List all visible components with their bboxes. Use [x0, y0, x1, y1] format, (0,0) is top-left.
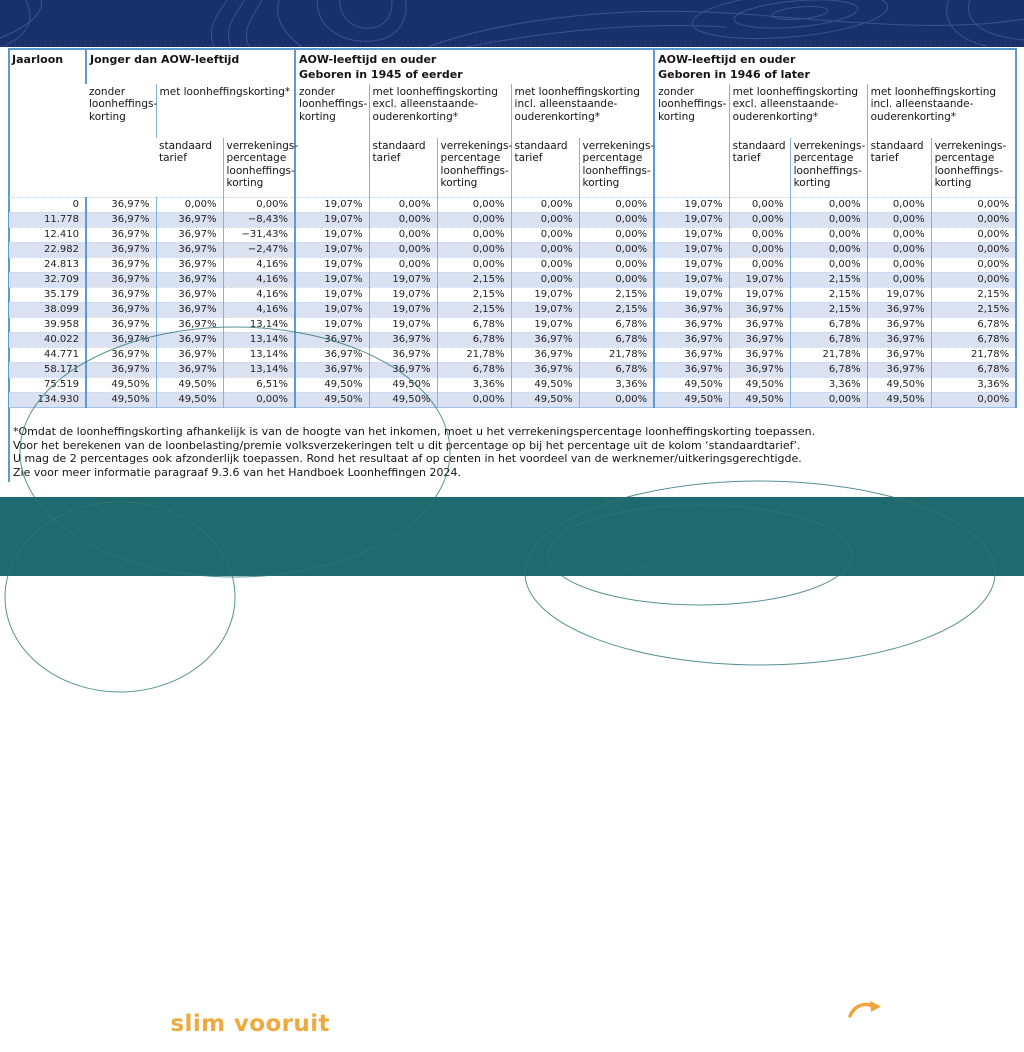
salure-logo [845, 1002, 965, 1052]
footnote-line: Zie voor meer informatie paragraaf 9.3.6 van het Handboek Loonheffingen 2024. [13, 465, 461, 479]
percentage-cell: 19,07% [295, 227, 369, 242]
jaarloon-cell: 58.171 [9, 362, 86, 377]
percentage-cell: 0,00% [729, 212, 790, 227]
percentage-cell: 6,78% [437, 362, 511, 377]
percentage-cell: 19,07% [295, 287, 369, 302]
jaarloon-cell: 24.813 [9, 257, 86, 272]
percentage-cell: 36,97% [86, 257, 156, 272]
percentage-cell: 2,15% [931, 302, 1016, 317]
percentage-cell: 0,00% [579, 227, 654, 242]
percentage-cell: 36,97% [654, 317, 729, 332]
percentage-cell: 49,50% [729, 377, 790, 392]
jaarloon-cell: 39.958 [9, 317, 86, 332]
percentage-cell: 0,00% [437, 392, 511, 407]
table-row [9, 227, 1016, 242]
percentage-cell: 36,97% [654, 347, 729, 362]
percentage-cell: 21,78% [437, 347, 511, 362]
percentage-cell: 49,50% [867, 392, 931, 407]
percentage-cell: 0,00% [437, 212, 511, 227]
percentage-cell: 49,50% [295, 392, 369, 407]
percentage-cell: 0,00% [579, 392, 654, 407]
footer-banner [0, 497, 1024, 1048]
percentage-cell: −31,43% [223, 227, 295, 242]
table-row [9, 242, 1016, 257]
percentage-cell: 0,00% [437, 242, 511, 257]
percentage-cell: 2,15% [931, 287, 1016, 302]
jaarloon-cell: 40.022 [9, 332, 86, 347]
percentage-cell: 13,14% [223, 347, 295, 362]
percentage-cell: 19,07% [654, 272, 729, 287]
percentage-cell: 0,00% [931, 242, 1016, 257]
percentage-cell: 49,50% [654, 392, 729, 407]
loonheffing-table [9, 48, 1017, 408]
percentage-cell: 6,78% [579, 362, 654, 377]
percentage-cell: 4,16% [223, 272, 295, 287]
header-standaard-tarief: standaard tarief [867, 138, 931, 197]
percentage-cell: 36,97% [729, 362, 790, 377]
percentage-cell: 6,51% [223, 377, 295, 392]
percentage-cell: 49,50% [369, 377, 437, 392]
jaarloon-cell: 32.709 [9, 272, 86, 287]
percentage-cell: 36,97% [295, 347, 369, 362]
header-verrekeningspercentage: verrekenings-percentage loonheffings-korting [437, 138, 511, 197]
header-met-korting: met loonheffingskorting* [156, 84, 295, 138]
percentage-cell: 0,00% [931, 197, 1016, 212]
table-row [9, 332, 1016, 347]
group-header-aow-1946: AOW-leeftijd en ouder Geboren in 1946 of later [654, 49, 1016, 84]
topo-contours-decoration [0, 0, 1024, 47]
header-standaard-tarief: standaard tarief [369, 138, 437, 197]
percentage-cell: 3,36% [579, 377, 654, 392]
percentage-cell: 19,07% [867, 287, 931, 302]
percentage-cell: 36,97% [156, 302, 223, 317]
percentage-cell: 21,78% [790, 347, 867, 362]
percentage-cell: 19,07% [369, 272, 437, 287]
percentage-cell: 0,00% [511, 272, 579, 287]
percentage-cell: 36,97% [729, 347, 790, 362]
percentage-cell: 0,00% [369, 227, 437, 242]
percentage-cell: 19,07% [295, 302, 369, 317]
percentage-cell: 0,00% [511, 227, 579, 242]
header-met-korting-incl: met loonheffingskorting incl. alleenstaande-ouderenkorting* [511, 84, 654, 138]
table-row [9, 392, 1016, 407]
header-zonder-korting: zonder loonheffings-korting [654, 84, 729, 197]
percentage-cell: 0,00% [511, 197, 579, 212]
percentage-cell: 21,78% [579, 347, 654, 362]
percentage-cell: 0,00% [790, 242, 867, 257]
percentage-cell: 0,00% [437, 257, 511, 272]
percentage-cell: −2,47% [223, 242, 295, 257]
percentage-cell: 49,50% [867, 377, 931, 392]
footnote [13, 425, 1003, 479]
jaarloon-cell: 12.410 [9, 227, 86, 242]
percentage-cell: 36,97% [156, 347, 223, 362]
percentage-cell: 3,36% [931, 377, 1016, 392]
percentage-cell: 3,36% [437, 377, 511, 392]
header-verrekeningspercentage: verrekenings-percentage loonheffings-korting [579, 138, 654, 197]
percentage-cell: 2,15% [437, 302, 511, 317]
salure-wordmark: Salure [845, 1014, 954, 1048]
percentage-cell: 13,14% [223, 317, 295, 332]
percentage-cell: 36,97% [295, 362, 369, 377]
table-row [9, 257, 1016, 272]
percentage-cell: 0,00% [867, 242, 931, 257]
jaarloon-cell: 38.099 [9, 302, 86, 317]
table-row [9, 377, 1016, 392]
percentage-cell: 36,97% [86, 332, 156, 347]
percentage-cell: 6,78% [579, 317, 654, 332]
percentage-cell: 49,50% [86, 377, 156, 392]
percentage-cell: 36,97% [86, 272, 156, 287]
percentage-cell: 0,00% [223, 197, 295, 212]
percentage-cell: 36,97% [156, 212, 223, 227]
percentage-cell: 13,14% [223, 332, 295, 347]
header-zonder-korting: zonder loonheffings-korting [295, 84, 369, 197]
percentage-cell: 49,50% [156, 392, 223, 407]
percentage-cell: 36,97% [156, 242, 223, 257]
header-jaarloon: Jaarloon [12, 53, 64, 66]
percentage-cell: 36,97% [511, 332, 579, 347]
percentage-cell: 2,15% [790, 302, 867, 317]
jaarloon-cell: 44.771 [9, 347, 86, 362]
percentage-cell: 13,14% [223, 362, 295, 377]
percentage-cell: 19,07% [511, 317, 579, 332]
percentage-cell: 49,50% [86, 392, 156, 407]
percentage-cell: 0,00% [931, 212, 1016, 227]
percentage-cell: 0,00% [511, 257, 579, 272]
header-met-korting-excl: met loonheffingskorting excl. alleenstaande-ouderenkorting* [369, 84, 511, 138]
percentage-cell: 0,00% [790, 392, 867, 407]
percentage-cell: 36,97% [156, 287, 223, 302]
header-standaard-tarief: standaard tarief [511, 138, 579, 197]
percentage-cell: 49,50% [295, 377, 369, 392]
percentage-cell: 36,97% [867, 332, 931, 347]
percentage-cell: 2,15% [790, 272, 867, 287]
percentage-cell: 19,07% [369, 317, 437, 332]
percentage-cell: 2,15% [437, 287, 511, 302]
header-standaard-tarief: standaard tarief [159, 140, 213, 165]
percentage-cell: 36,97% [729, 332, 790, 347]
table-row [9, 362, 1016, 377]
percentage-cell: 49,50% [156, 377, 223, 392]
header-verrekeningspercentage: verrekenings-percentage loonheffings-korting [790, 138, 867, 197]
percentage-cell: 36,97% [729, 317, 790, 332]
percentage-cell: 19,07% [295, 317, 369, 332]
percentage-cell: 0,00% [579, 212, 654, 227]
jaarloon-cell: 134.930 [9, 392, 86, 407]
footnote-line: *Omdat de loonheffingskorting afhankelijk is van de hoogte van het inkomen, moet u het verrekeningspercentage loonheffingskorting toepassen. [13, 425, 816, 438]
percentage-cell: 36,97% [86, 242, 156, 257]
percentage-cell: 0,00% [369, 197, 437, 212]
percentage-cell: 6,78% [437, 332, 511, 347]
percentage-cell: 36,97% [369, 347, 437, 362]
percentage-cell: 19,07% [369, 302, 437, 317]
percentage-cell: 0,00% [369, 257, 437, 272]
percentage-cell: 0,00% [579, 242, 654, 257]
percentage-cell: 4,16% [223, 257, 295, 272]
percentage-cell: 0,00% [369, 212, 437, 227]
table-row [9, 347, 1016, 362]
percentage-cell: 0,00% [511, 212, 579, 227]
percentage-cell: 19,07% [369, 287, 437, 302]
percentage-cell: 2,15% [579, 287, 654, 302]
percentage-cell: 4,16% [223, 287, 295, 302]
table-row [9, 302, 1016, 317]
table-row [9, 212, 1016, 227]
percentage-cell: 36,97% [156, 257, 223, 272]
percentage-cell: 2,15% [790, 287, 867, 302]
tagline-slim-vooruit: slim vooruit [170, 1011, 330, 1037]
percentage-cell: 36,97% [86, 227, 156, 242]
percentage-cell: 0,00% [931, 272, 1016, 287]
percentage-cell: 49,50% [654, 377, 729, 392]
percentage-cell: 36,97% [867, 317, 931, 332]
jaarloon-cell: 22.982 [9, 242, 86, 257]
jaarloon-cell: 0 [9, 197, 86, 212]
percentage-cell: 0,00% [867, 272, 931, 287]
percentage-cell: −8,43% [223, 212, 295, 227]
percentage-cell: 19,07% [654, 257, 729, 272]
percentage-cell: 49,50% [369, 392, 437, 407]
contour-circles-decoration [0, 497, 1024, 576]
percentage-cell: 6,78% [579, 332, 654, 347]
footnote-line: U mag de 2 percentages ook afzonderlijk toepassen. Rond het resultaat af op centen in het voordeel van de werknemer/uitkeringsgerechtigde. [13, 452, 802, 465]
percentage-cell: 36,97% [511, 347, 579, 362]
percentage-cell: 36,97% [86, 212, 156, 227]
percentage-cell: 19,07% [295, 197, 369, 212]
percentage-cell: 0,00% [511, 242, 579, 257]
percentage-cell: 19,07% [729, 287, 790, 302]
percentage-cell: 36,97% [654, 302, 729, 317]
percentage-cell: 49,50% [511, 377, 579, 392]
percentage-cell: 0,00% [931, 227, 1016, 242]
percentage-cell: 19,07% [654, 242, 729, 257]
percentage-cell: 19,07% [654, 197, 729, 212]
percentage-cell: 19,07% [295, 212, 369, 227]
table-row [9, 287, 1016, 302]
tagline-samen: Samen [72, 1011, 163, 1037]
percentage-cell: 19,07% [511, 302, 579, 317]
header-verrekeningspercentage: verrekenings-percentage loonheffings-korting [931, 138, 1016, 197]
table-body [9, 197, 1016, 407]
percentage-cell: 36,97% [86, 347, 156, 362]
jaarloon-cell: 75.519 [9, 377, 86, 392]
percentage-cell: 36,97% [156, 227, 223, 242]
percentage-cell: 6,78% [931, 332, 1016, 347]
percentage-cell: 19,07% [295, 272, 369, 287]
percentage-cell: 49,50% [729, 392, 790, 407]
percentage-cell: 6,78% [790, 362, 867, 377]
percentage-cell: 36,97% [156, 362, 223, 377]
table-sheet [0, 47, 1024, 497]
percentage-cell: 36,97% [156, 317, 223, 332]
percentage-cell: 6,78% [437, 317, 511, 332]
percentage-cell: 0,00% [729, 227, 790, 242]
percentage-cell: 0,00% [867, 212, 931, 227]
percentage-cell: 0,00% [579, 257, 654, 272]
percentage-cell: 0,00% [223, 392, 295, 407]
percentage-cell: 19,07% [729, 272, 790, 287]
percentage-cell: 36,97% [156, 332, 223, 347]
percentage-cell: 6,78% [790, 332, 867, 347]
percentage-cell: 0,00% [790, 227, 867, 242]
percentage-cell: 21,78% [931, 347, 1016, 362]
percentage-cell: 36,97% [654, 332, 729, 347]
percentage-cell: 36,97% [86, 317, 156, 332]
percentage-cell: 49,50% [511, 392, 579, 407]
percentage-cell: 0,00% [790, 212, 867, 227]
jaarloon-cell: 35.179 [9, 287, 86, 302]
table-row [9, 317, 1016, 332]
percentage-cell: 6,78% [931, 317, 1016, 332]
percentage-cell: 36,97% [86, 287, 156, 302]
percentage-cell: 19,07% [295, 257, 369, 272]
percentage-cell: 36,97% [729, 302, 790, 317]
group-header-aow-1945: AOW-leeftijd en ouder Geboren in 1945 of eerder [295, 49, 654, 84]
header-met-korting-excl: met loonheffingskorting excl. alleenstaande-ouderenkorting* [729, 84, 867, 138]
percentage-cell: 0,00% [867, 257, 931, 272]
jaarloon-cell: 11.778 [9, 212, 86, 227]
percentage-cell: 36,97% [295, 332, 369, 347]
header-met-korting-incl: met loonheffingskorting incl. alleenstaande-ouderenkorting* [867, 84, 1016, 138]
percentage-cell: 0,00% [437, 197, 511, 212]
percentage-cell: 36,97% [369, 332, 437, 347]
top-banner [0, 0, 1024, 47]
header-verrekeningspercentage: verrekenings-percentage loonheffings-korting [223, 138, 295, 197]
percentage-cell: 36,97% [86, 362, 156, 377]
percentage-cell: 19,07% [511, 287, 579, 302]
percentage-cell: 2,15% [579, 302, 654, 317]
percentage-cell: 0,00% [867, 227, 931, 242]
percentage-cell: 0,00% [437, 227, 511, 242]
percentage-cell: 6,78% [790, 317, 867, 332]
percentage-cell: 36,97% [867, 347, 931, 362]
percentage-cell: 36,97% [156, 272, 223, 287]
footnote-line: Voor het berekenen van de loonbelasting/premie volksverzekeringen telt u dit percentage op bij het percentage uit de kolom ‘standaardtarief’. [13, 438, 801, 452]
tagline [72, 1011, 330, 1037]
percentage-cell: 36,97% [867, 362, 931, 377]
percentage-cell: 0,00% [579, 197, 654, 212]
percentage-cell: 0,00% [931, 257, 1016, 272]
table-row [9, 197, 1016, 212]
percentage-cell: 36,97% [86, 302, 156, 317]
percentage-cell: 36,97% [369, 362, 437, 377]
percentage-cell: 0,00% [156, 197, 223, 212]
percentage-cell: 36,97% [511, 362, 579, 377]
header-standaard-tarief: standaard tarief [729, 138, 790, 197]
percentage-cell: 0,00% [369, 242, 437, 257]
percentage-cell: 3,36% [790, 377, 867, 392]
percentage-cell: 19,07% [654, 212, 729, 227]
percentage-cell: 36,97% [867, 302, 931, 317]
percentage-cell: 36,97% [654, 362, 729, 377]
percentage-cell: 0,00% [579, 272, 654, 287]
table-row [9, 272, 1016, 287]
percentage-cell: 19,07% [295, 242, 369, 257]
percentage-cell: 2,15% [437, 272, 511, 287]
percentage-cell: 19,07% [654, 287, 729, 302]
percentage-cell: 4,16% [223, 302, 295, 317]
header-zonder-korting: zonder loonheffings-korting [89, 86, 158, 123]
percentage-cell: 0,00% [729, 197, 790, 212]
percentage-cell: 6,78% [931, 362, 1016, 377]
percentage-cell: 0,00% [867, 197, 931, 212]
percentage-cell: 0,00% [729, 257, 790, 272]
percentage-cell: 0,00% [931, 392, 1016, 407]
percentage-cell: 19,07% [654, 227, 729, 242]
percentage-cell: 0,00% [790, 197, 867, 212]
group-header-jonger: Jonger dan AOW-leeftijd [86, 49, 295, 84]
percentage-cell: 36,97% [86, 197, 156, 212]
percentage-cell: 0,00% [729, 242, 790, 257]
percentage-cell: 0,00% [790, 257, 867, 272]
